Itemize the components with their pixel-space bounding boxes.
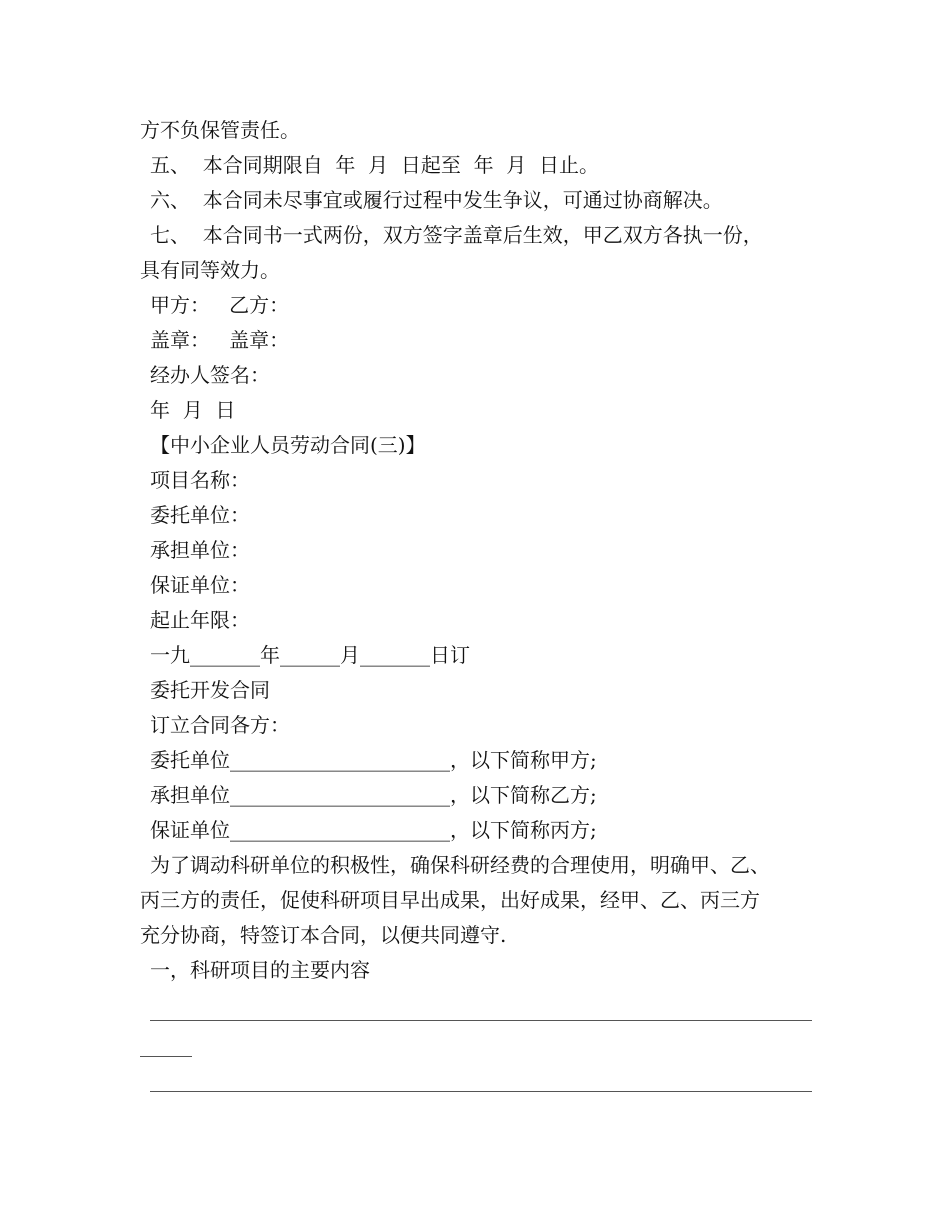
parties-heading: 订立合同各方： bbox=[150, 713, 290, 737]
party-c-line: 保证单位______________________，以下简称丙方; bbox=[150, 818, 597, 842]
seal-line: 盖章： 盖章： bbox=[150, 328, 290, 352]
signing-date-line: 一九_______年______月_______日订 bbox=[150, 643, 470, 667]
party-a-line: 委托单位______________________，以下简称甲方; bbox=[150, 748, 597, 772]
text-line: 具有同等效力。 bbox=[140, 258, 280, 282]
blank-fill-rule bbox=[140, 1056, 192, 1057]
blank-fill-rule bbox=[150, 1091, 812, 1092]
preamble-line-2: 丙三方的责任，促使科研项目早出成果，出好成果，经甲、乙、丙三方 bbox=[140, 888, 760, 912]
field-period: 起止年限： bbox=[150, 608, 250, 632]
text-line: 方不负保管责任。 bbox=[140, 118, 300, 142]
parties-line: 甲方： 乙方： bbox=[150, 293, 290, 317]
clause-six: 六、 本合同未尽事宜或履行过程中发生争议，可通过协商解决。 bbox=[150, 188, 723, 212]
section-title: 【中小企业人员劳动合同(三)】 bbox=[150, 433, 426, 457]
preamble-line-3: 充分协商，特签订本合同，以便共同遵守. bbox=[140, 923, 507, 947]
party-b-line: 承担单位______________________，以下简称乙方; bbox=[150, 783, 597, 807]
blank-fill-rule bbox=[150, 1020, 812, 1021]
field-contractor: 承担单位： bbox=[150, 538, 250, 562]
clause-one-heading: 一，科研项目的主要内容 bbox=[150, 958, 370, 982]
clause-five: 五、 本合同期限自 年 月 日起至 年 月 日止。 bbox=[150, 153, 600, 177]
preamble-line-1: 为了调动科研单位的积极性，确保科研经费的合理使用，明确甲、乙、 bbox=[150, 853, 770, 877]
field-client: 委托单位： bbox=[150, 503, 250, 527]
contract-subtitle: 委托开发合同 bbox=[150, 678, 270, 702]
signature-line: 经办人签名： bbox=[150, 363, 270, 387]
field-guarantor: 保证单位： bbox=[150, 573, 250, 597]
clause-seven: 七、 本合同书一式两份，双方签字盖章后生效，甲乙双方各执一份， bbox=[150, 223, 763, 247]
date-line: 年 月 日 bbox=[150, 398, 236, 422]
field-project-name: 项目名称： bbox=[150, 468, 250, 492]
